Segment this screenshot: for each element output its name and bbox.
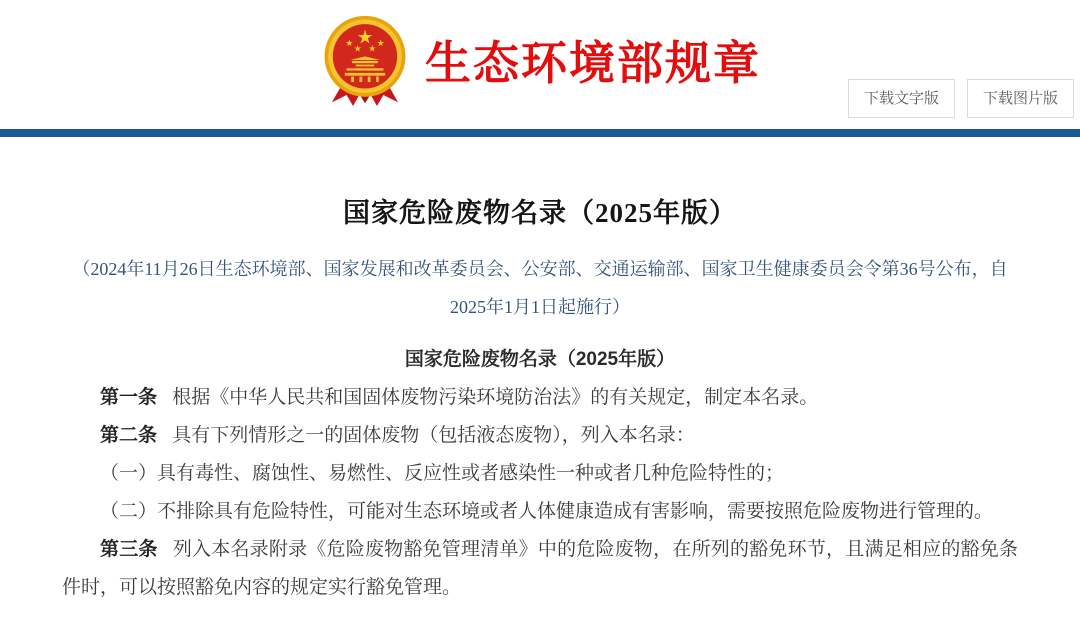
clause-2 <box>62 417 1018 455</box>
clause-2-item-1 <box>62 455 1018 493</box>
document-content <box>0 137 1080 607</box>
svg-text:★: ★ <box>368 43 377 53</box>
header-actions <box>848 79 1074 118</box>
clause-2-item-2 <box>62 493 1018 531</box>
clause-2-item-1-text: （一）具有毒性、腐蚀性、易燃性、反应性或者感染性一种或者几种危险特性的； <box>100 463 785 484</box>
svg-text:★: ★ <box>357 29 373 47</box>
site-header <box>0 0 1080 129</box>
svg-text:★: ★ <box>376 38 385 48</box>
clause-1-text: 根据《中华人民共和国固体废物污染环境防治法》的有关规定，制定本名录。 <box>172 387 819 408</box>
china-national-emblem-icon <box>319 12 411 108</box>
promulgation-note: （2024年11月26日生态环境部、国家发展和改革委员会、公安部、交通运输部、国家卫生健康委员会令第36号公布，自2025年1月1日起施行） <box>72 259 1008 317</box>
clause-2-text: 具有下列情形之一的固体废物（包括液态废物），列入本名录： <box>172 425 695 446</box>
clause-3-text: 列入本名录附录《危险废物豁免管理清单》中的危险废物，在所列的豁免环节，且满足相应的豁免条件时，可以按照豁免内容的规定实行豁免管理。 <box>62 539 1018 598</box>
clause-2-label: 第二条 <box>100 425 158 446</box>
download-image-version-button[interactable]: 下载图片版 <box>967 79 1074 118</box>
svg-text:★: ★ <box>353 43 362 53</box>
svg-text:★: ★ <box>345 38 354 48</box>
download-text-version-button[interactable]: 下载文字版 <box>848 79 955 118</box>
clause-1-label: 第一条 <box>100 387 158 408</box>
site-title: 生态环境部规章 <box>425 38 761 89</box>
clause-2-item-2-text: （二）不排除具有危险特性，可能对生态环境或者人体健康造成有害影响，需要按照危险废物进行管理的。 <box>100 501 994 522</box>
clause-1 <box>62 379 1018 417</box>
section-heading: 国家危险废物名录（2025年版） <box>404 349 676 370</box>
clause-3-label: 第三条 <box>100 539 158 560</box>
clause-3 <box>62 531 1018 607</box>
document-title: 国家危险废物名录（2025年版） <box>343 198 737 228</box>
header-divider-bar <box>0 129 1080 137</box>
